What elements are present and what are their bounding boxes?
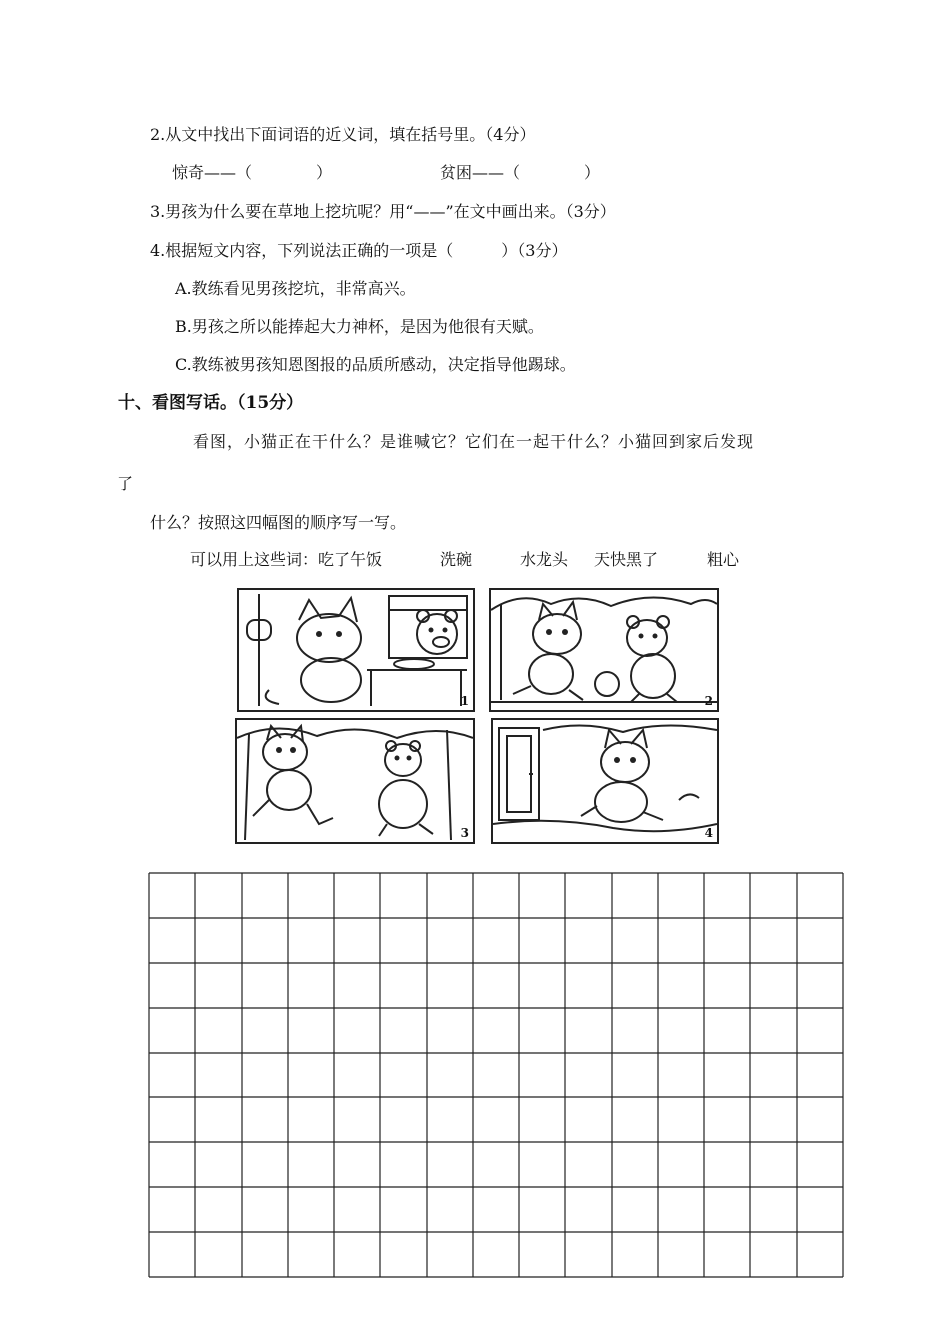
panel-2-number: 2 (704, 694, 713, 708)
panel-2 (489, 588, 719, 712)
q2-word2: 贫困——（ ） (440, 163, 601, 182)
panel-1-illustration (239, 590, 473, 710)
word-careless: 粗心 (707, 550, 740, 569)
q4-option-c: C.教练被男孩知恩图报的品质所感动，决定指导他踢球。 (175, 355, 576, 374)
q2-text: 2.从文中找出下面词语的近义词，填在括号里。（4分） (150, 125, 536, 144)
panel-3-illustration (237, 720, 473, 842)
q4-option-b: B.男孩之所以能捧起大力神杯，是因为他很有天赋。 (175, 317, 544, 336)
section-heading: 十、看图写话。（15分） (118, 393, 304, 413)
panel-3 (235, 718, 475, 844)
panel-2-illustration (491, 590, 717, 710)
panel-4-illustration (493, 720, 717, 842)
q2-word1: 惊奇——（ ） (172, 163, 333, 182)
prompt-line-3: 什么？按照这四幅图的顺序写一写。 (150, 513, 407, 532)
q3-text: 3.男孩为什么要在草地上挖坑呢？用“——”在文中画出来。（3分） (150, 202, 616, 221)
panel-4-number: 4 (704, 826, 713, 840)
writing-grid[interactable] (148, 872, 844, 1278)
prompt-line-2: 了 (117, 474, 134, 493)
q4-option-a: A.教练看见男孩挖坑，非常高兴。 (175, 279, 416, 298)
writing-grid-lines (148, 872, 844, 1278)
panel-1 (237, 588, 475, 712)
word-wash: 洗碗 (440, 550, 473, 569)
words-label: 可以用上这些词：吃了午饭 (190, 550, 383, 569)
picture-sequence (235, 588, 717, 842)
panel-3-number: 3 (460, 826, 469, 840)
word-tap: 水龙头 (520, 550, 569, 569)
panel-4 (491, 718, 719, 844)
prompt-line-1: 看图，小猫正在干什么？是谁喊它？它们在一起干什么？小猫回到家后发现 (193, 432, 755, 451)
word-dark: 天快黑了 (594, 550, 659, 569)
q4-text: 4.根据短文内容，下列说法正确的一项是（ ）（3分） (150, 241, 568, 260)
panel-1-number: 1 (460, 694, 469, 708)
